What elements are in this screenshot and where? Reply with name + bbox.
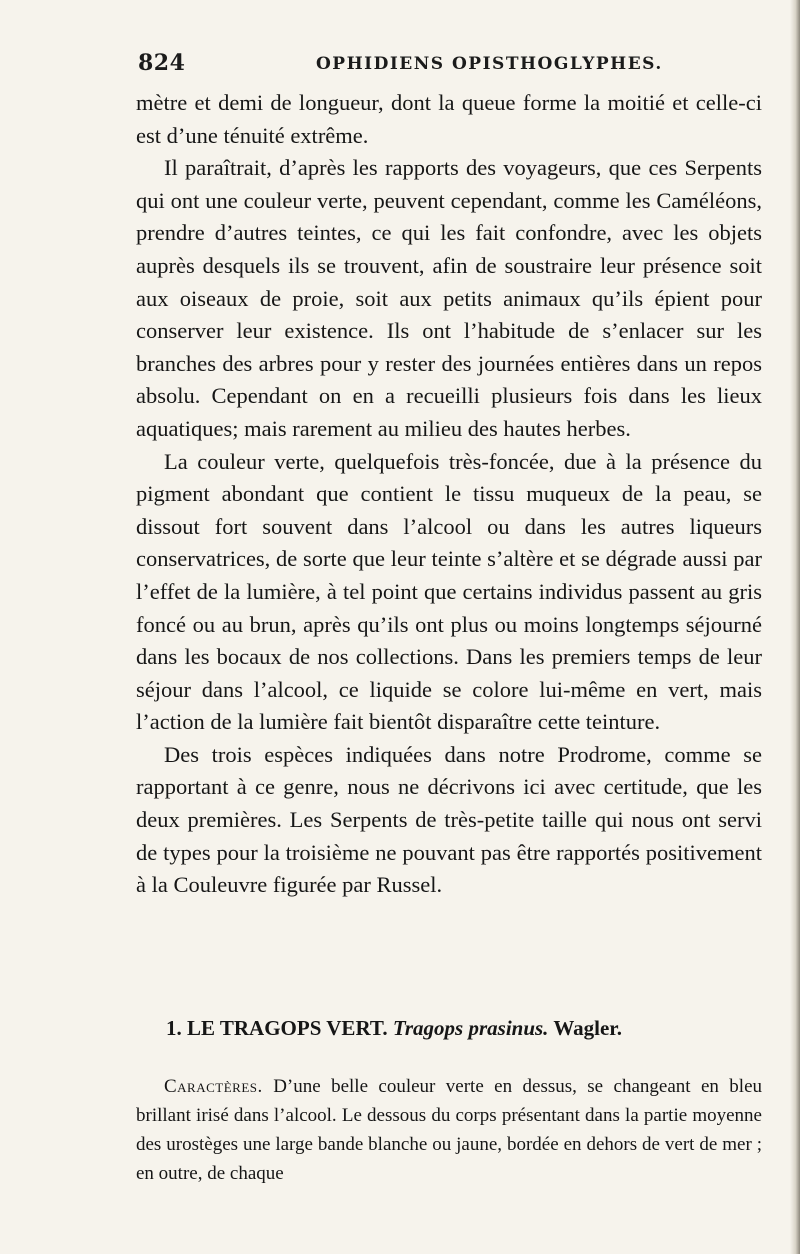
paragraph: Il paraîtrait, d’après les rapports des voyageurs, que ces Serpents qui ont une couleur verte, peuvent cependant, comme les Caméléons, prendre d’autres teintes, ce qui les fait confondre, avec les objets auprès desquels ils se trouvent, afin de soustraire leur présence soit aux oiseaux de proie, soit aux petits animaux qu’ils épient pour conserver leur existence. Ils ont l’habitude de s’enlacer sur les branches des arbres pour y rester des journées entières dans un repos absolu. Cependant on en a recueilli plusieurs fois dans les lieux aquatiques; mais rarement au milieu des hautes herbes.: [136, 155, 762, 441]
species-title: 1. LE TRAGOPS VERT.: [166, 1016, 388, 1040]
page-edge-shadow: [790, 0, 800, 1254]
paragraph: Des trois espèces indiquées dans notre Prodrome, comme se rapportant à ce genre, nous ne décrivons ici avec certitude, que les deux premières. Les Serpents de très-petite taille qui nous ont servi de types pour la troisième ne pouvant pas être rapportés positivement à la Couleuvre figurée par Russel.: [136, 741, 762, 898]
body-text: [136, 87, 762, 902]
characters-label: Caractères.: [164, 1076, 263, 1097]
paragraph: mètre et demi de longueur, dont la queue forme la moitié et celle-ci est d’une ténuité extrême.: [136, 90, 762, 148]
characters-section: [136, 1072, 762, 1188]
characters-text: D’une belle couleur verte en dessus, se changeant en bleu brillant irisé dans l’alcool. Le dessous du corps présentant dans la partie moyenne des urostèges une large bande blanche ou jaune, bordée en dehors de vert de mer ; en outre, de chaque: [136, 1076, 763, 1184]
species-heading: [166, 1016, 766, 1041]
species-author: Wagler.: [553, 1016, 622, 1040]
characters-paragraph: [136, 1072, 762, 1188]
running-head: OPHIDIENS OPISTHOGLYPHES.: [316, 54, 663, 74]
page-header: [138, 50, 778, 84]
page-number: 824: [138, 50, 186, 76]
species-latin-name: Tragops prasinus.: [392, 1016, 549, 1040]
paragraph: La couleur verte, quelquefois très-foncée, due à la présence du pigment abondant que contient le tissu muqueux de la peau, se dissout fort souvent dans l’alcool ou dans les autres liqueurs conservatrices, de sorte que leur teinte s’altère et se dégrade aussi par l’effet de la lumière, à tel point que certains individus passent au gris foncé ou au brun, après qu’ils ont plus ou moins longtemps séjourné dans les bocaux de nos collections. Dans les premiers temps de leur séjour dans l’alcool, ce liquide se colore lui-même en vert, mais l’action de la lumière fait bientôt disparaître cette teinture.: [136, 448, 762, 735]
